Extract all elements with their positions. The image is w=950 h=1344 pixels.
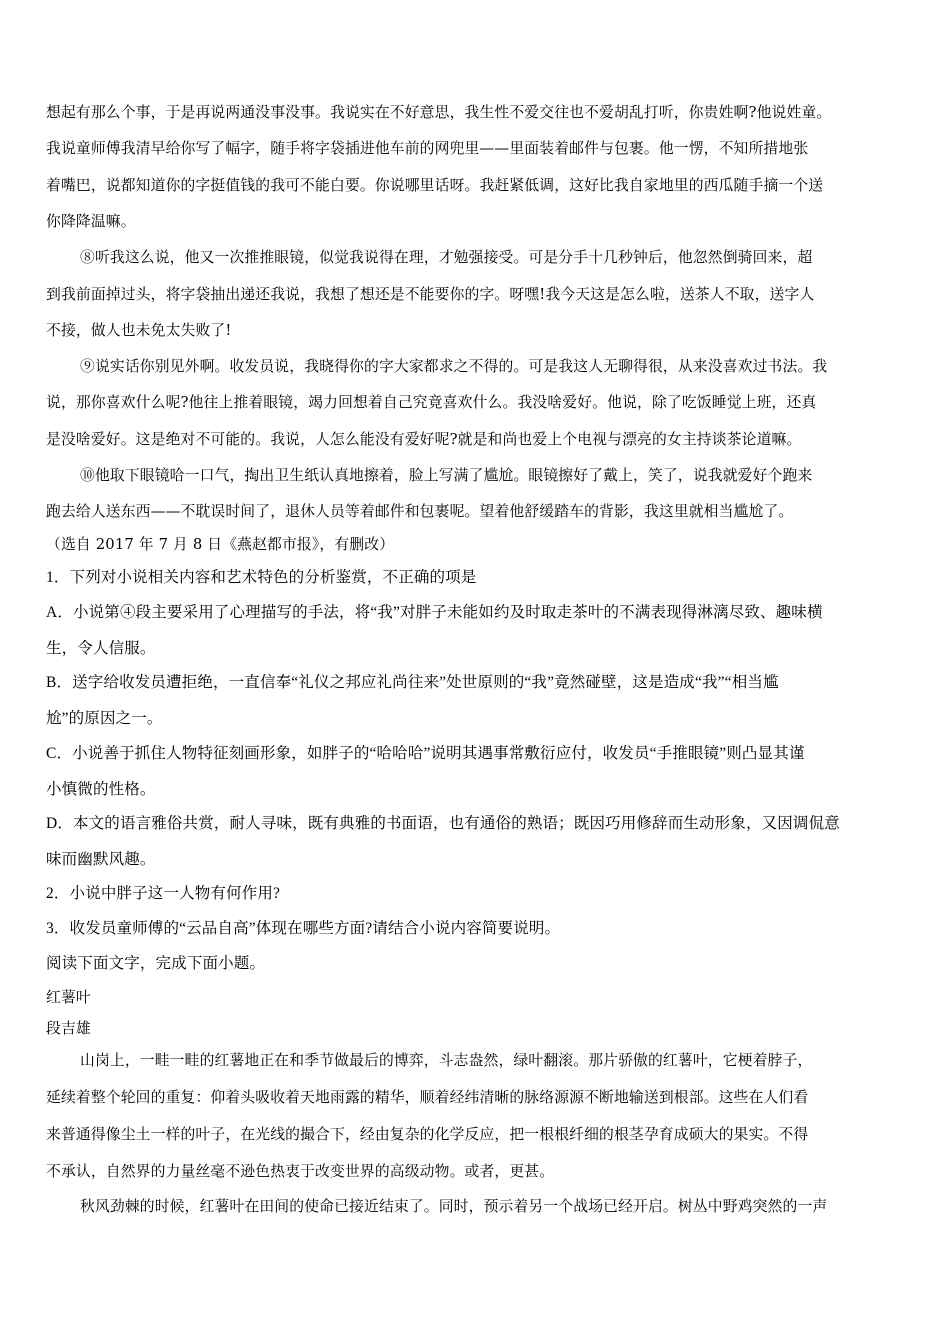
story-line: 你降降温嘛。 — [46, 213, 136, 230]
article-p2-line: 秋风劲棘的时候，红薯叶在田间的使命已接近结束了。同时，预示着另一个战场已经开启。树丛中野鸡突然的一声 — [80, 1198, 828, 1215]
paragraph-10-line: 跑去给人送东西——不耽误时间了，退休人员等着邮件和包裹呢。望着他舒缓踏车的背影，我这里就相当尴尬了。 — [46, 503, 794, 520]
paragraph-9-line: 是没啥爱好。这是绝对不可能的。我说，人怎么能没有爱好呢?就是和尚也爱上个电视与漂亮的女主持谈茶论道嘛。 — [46, 431, 802, 448]
option-a-line: 生，令人信服。 — [46, 640, 156, 657]
reading-intro: 阅读下面文字，完成下面小题。 — [46, 955, 266, 972]
paragraph-9-line: ⑨说实话你别见外啊。收发员说，我晓得你的字大家都求之不得的。可是我这人无聊得很，从来没喜欢过书法。我 — [80, 358, 828, 375]
option-d-line: D．本文的语言雅俗共赏，耐人寻味，既有典雅的书面语，也有通俗的熟语；既因巧用修辞而生动形象，又因调侃意 — [46, 815, 840, 832]
option-c-line: 小慎微的性格。 — [46, 781, 156, 798]
paragraph-8-line: 到我前面掉过头，将字袋抽出递还我说，我想了想还是不能要你的字。呀嘿!我今天这是怎么啦，送茶人不取，送字人 — [46, 286, 815, 303]
story-line: 我说童师傅我清早给你写了幅字，随手将字袋插进他车前的网兜里——里面装着邮件与包裹。他一愣，不知所措地张 — [46, 140, 809, 157]
article-author: 段吉雄 — [46, 1020, 91, 1037]
question-2: 2．小说中胖子这一人物有何作用? — [46, 885, 281, 902]
question-3: 3．收发员童师傅的“云品自高”体现在哪些方面?请结合小说内容简要说明。 — [46, 920, 561, 937]
article-p1-line: 山岗上，一畦一畦的红薯地正在和季节做最后的博弈，斗志盎然，绿叶翻滚。那片骄傲的红薯叶，它梗着脖子， — [80, 1052, 813, 1069]
paragraph-8-line: 不接，做人也未免太失败了! — [46, 322, 232, 339]
paragraph-10-line: ⑩他取下眼镜哈一口气，掏出卫生纸认真地擦着，脸上写满了尴尬。眼镜擦好了戴上，笑了，说我就爱好个跑来 — [80, 467, 813, 484]
option-a-line: A．小说第④段主要采用了心理描写的手法，将“我”对胖子未能如约及时取走茶叶的不满表现得淋漓尽致、趣味横 — [46, 604, 823, 621]
story-line: 着嘴巴，说都知道你的字挺值钱的我可不能白要。你说哪里话呀。我赶紧低调，这好比我自家地里的西瓜随手摘一个送 — [46, 177, 824, 194]
paragraph-8-line: ⑧听我这么说，他又一次推推眼镜，似觉我说得在理，才勉强接受。可是分手十几秒钟后，他忽然倒骑回来，超 — [80, 249, 813, 266]
article-p1-line: 延续着整个轮回的重复：仰着头吸收着天地雨露的精华，顺着经纬清晰的脉络源源不断地输送到根部。这些在人们看 — [46, 1089, 809, 1106]
article-p1-line: 来普通得像尘土一样的叶子，在光线的撮合下，经由复杂的化学反应，把一根根纤细的根茎孕育成硕大的果实。不得 — [46, 1126, 809, 1143]
article-title: 红薯叶 — [46, 989, 91, 1006]
source-note: （选自 2017 年 7 月 8 日《燕赵都市报》，有删改） — [46, 536, 395, 553]
article-p1-line: 不承认，自然界的力量丝毫不逊色热衷于改变世界的高级动物。或者，更甚。 — [46, 1163, 555, 1180]
option-b-line: B．送字给收发员遭拒绝，一直信奉“礼仪之邦应礼尚往来”处世原则的“我”竟然碰壁，这是造成“我”“相当尴 — [46, 674, 779, 691]
option-c-line: C．小说善于抓住人物特征刻画形象，如胖子的“哈哈哈”说明其遇事常敷衍应付，收发员“手推眼镜”则凸显其谨 — [46, 745, 805, 762]
story-line: 想起有那么个事，于是再说两通没事没事。我说实在不好意思，我生性不爱交往也不爱胡乱打听，你贵姓啊?他说姓童。 — [46, 104, 832, 121]
option-d-line: 味而幽默风趣。 — [46, 851, 156, 868]
paragraph-9-line: 说，那你喜欢什么呢?他往上推着眼镜，竭力回想着自己究竟喜欢什么。我没啥爱好。他说，除了吃饭睡觉上班，还真 — [46, 394, 817, 411]
question-1-stem: 1．下列对小说相关内容和艺术特色的分析鉴赏，不正确的项是 — [46, 569, 477, 586]
option-b-line: 尬”的原因之一。 — [46, 710, 163, 727]
